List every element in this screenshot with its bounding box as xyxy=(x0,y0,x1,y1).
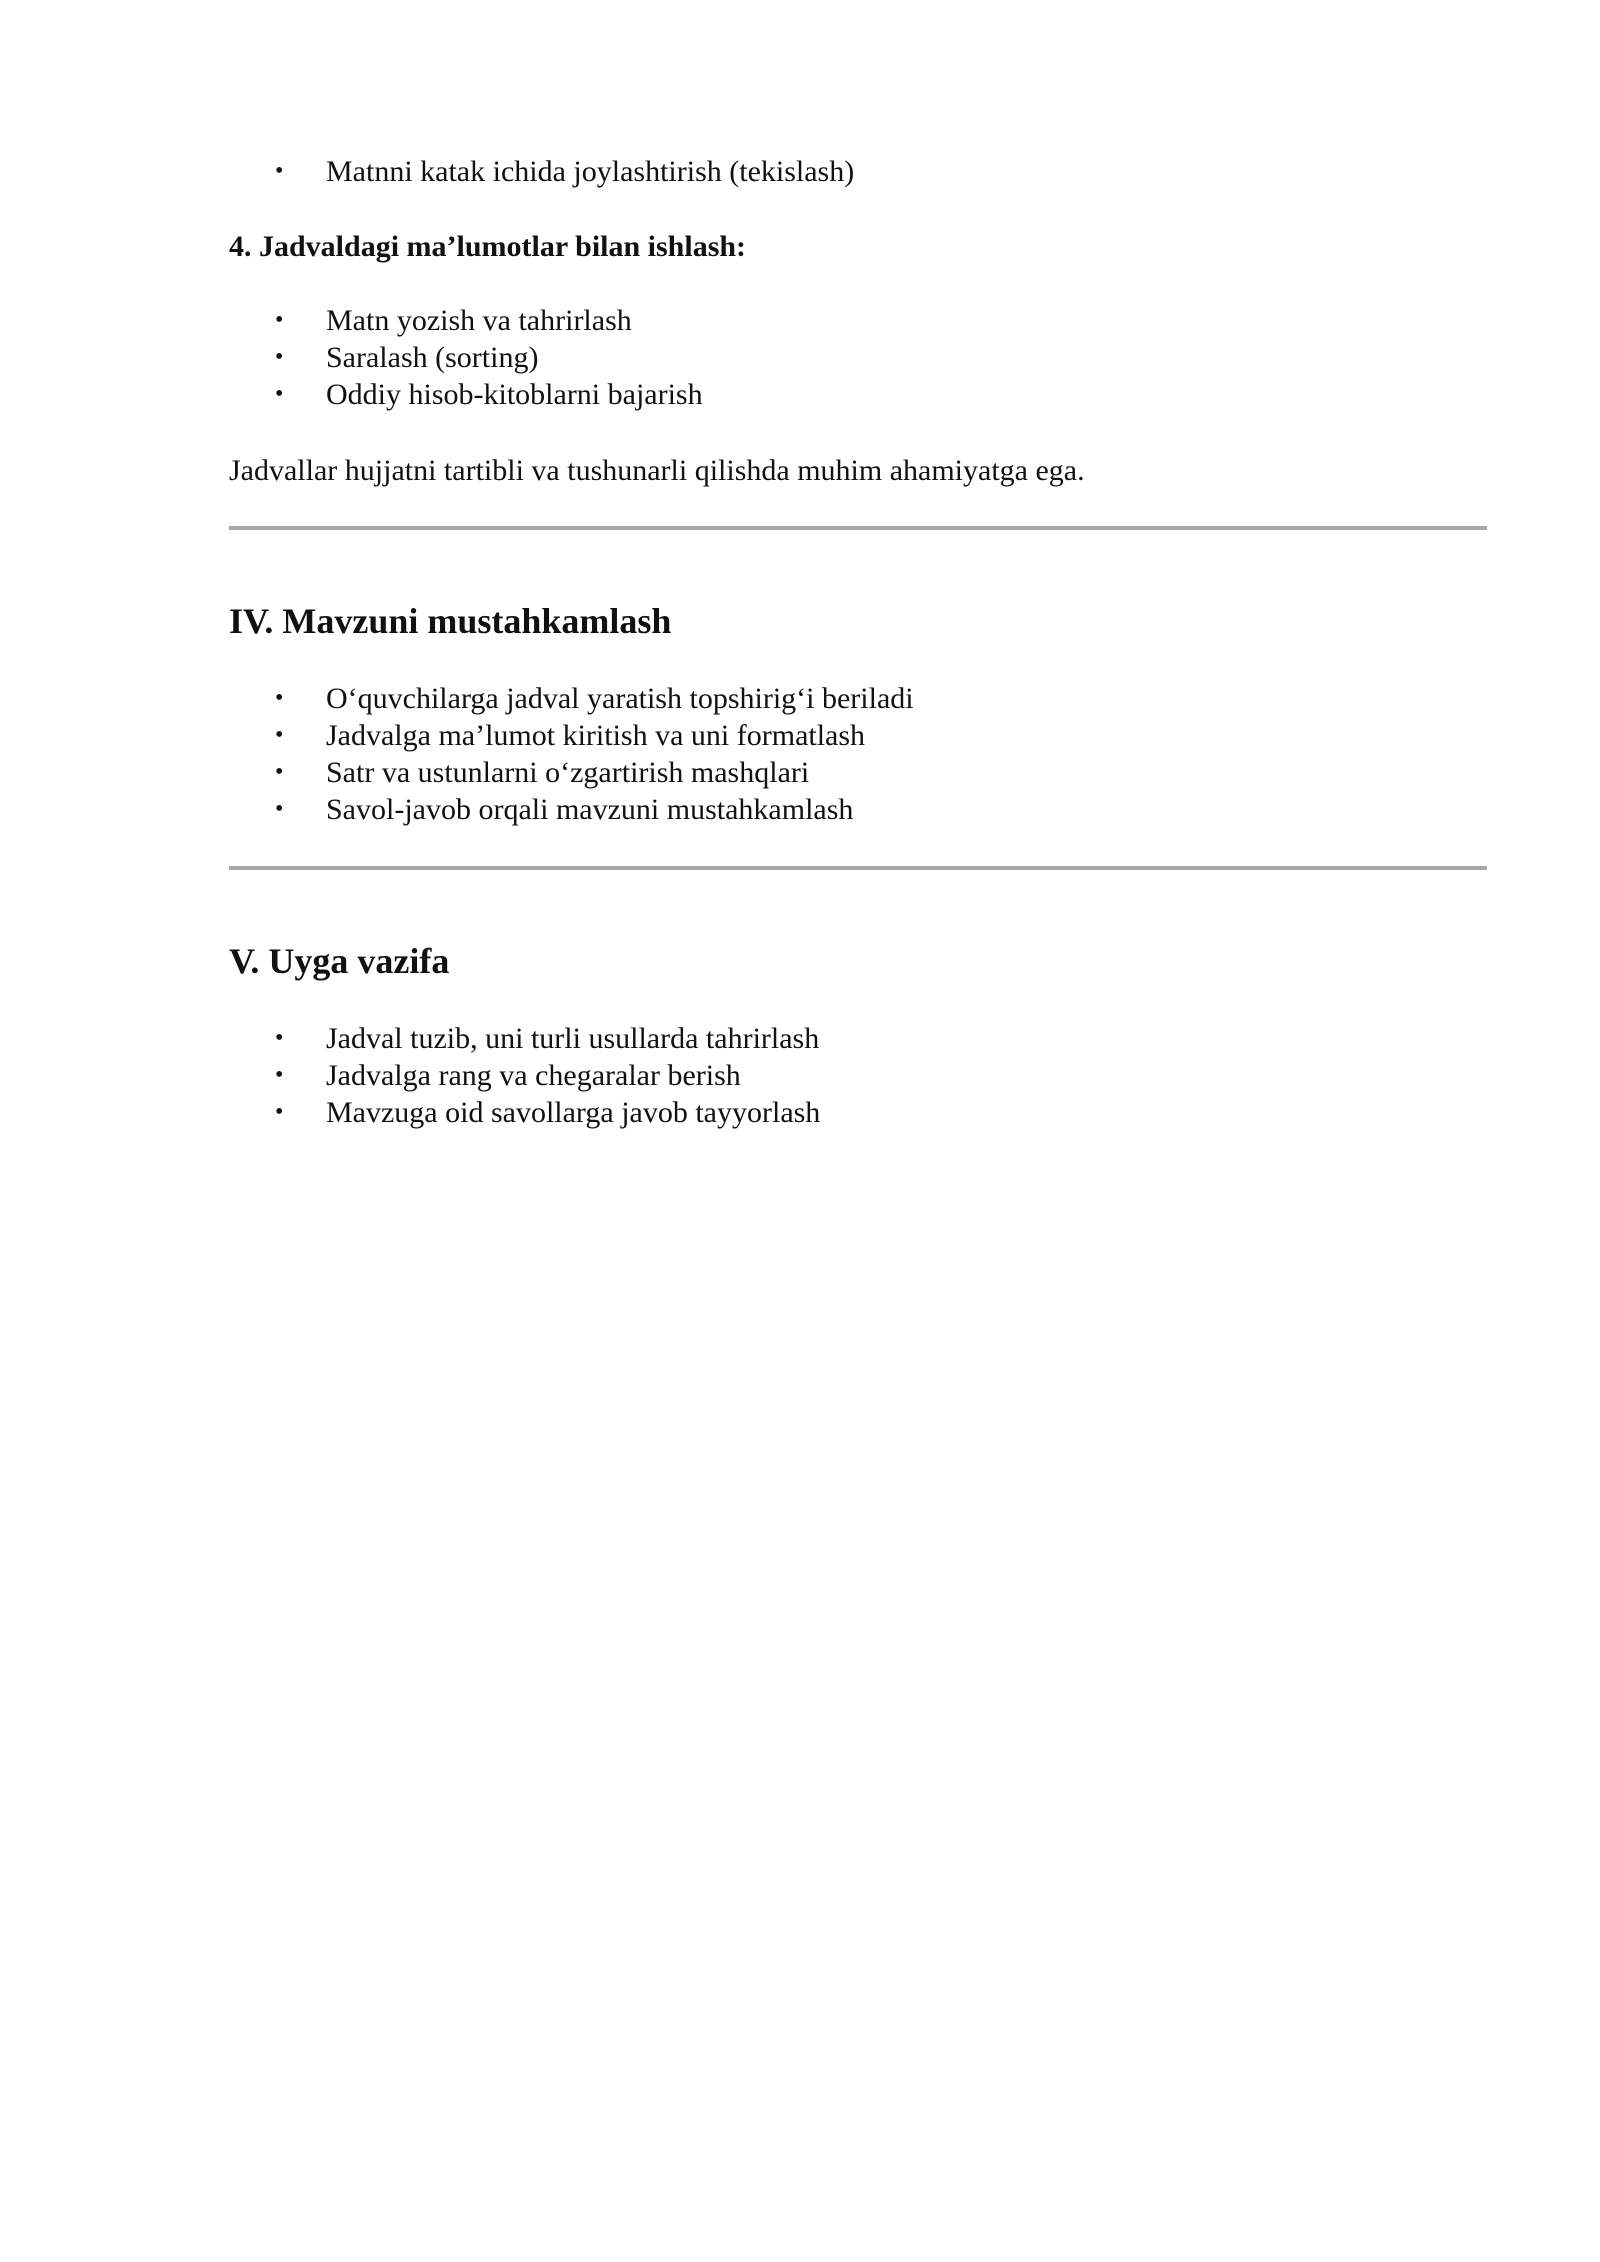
list-item xyxy=(229,1020,820,1057)
list-item-text: Jadvalga ma’lumot kiritish va uni formatlash xyxy=(326,719,866,752)
list-item xyxy=(229,1057,820,1094)
list-item-text: Matn yozish va tahrirlash xyxy=(326,304,632,337)
bullet-icon: • xyxy=(275,1099,284,1125)
list-item-text: Oddiy hisob-kitoblarni bajarish xyxy=(326,378,703,411)
list-item xyxy=(229,302,703,339)
list-item-text: Saralash (sorting) xyxy=(326,341,539,374)
horizontal-divider xyxy=(229,526,1487,530)
bullet-list-homework xyxy=(229,1020,820,1131)
list-item-text: O‘quvchilarga jadval yaratish topshirig‘i beriladi xyxy=(326,682,914,715)
bullet-icon: • xyxy=(275,722,284,748)
list-item-text: Matnni katak ichida joylashtirish (tekislash) xyxy=(326,155,855,188)
subsection-heading: 4. Jadvaldagi ma’lumotlar bilan ishlash: xyxy=(229,230,747,263)
list-item xyxy=(229,717,914,754)
list-item-text: Savol-javob orqali mavzuni mustahkamlash xyxy=(326,793,854,826)
bullet-icon: • xyxy=(275,1025,284,1051)
bullet-list-formatting xyxy=(229,153,854,190)
bullet-icon: • xyxy=(275,759,284,785)
list-item xyxy=(229,153,854,190)
list-item xyxy=(229,339,703,376)
list-item xyxy=(229,680,914,717)
summary-paragraph: Jadvallar hujjatni tartibli va tushunarli qilishda muhim ahamiyatga ega. xyxy=(229,454,1085,487)
bullet-icon: • xyxy=(275,796,284,822)
bullet-icon: • xyxy=(275,344,284,370)
horizontal-divider xyxy=(229,866,1487,870)
list-item-text: Satr va ustunlarni o‘zgartirish mashqlari xyxy=(326,756,810,789)
bullet-icon: • xyxy=(275,158,284,184)
bullet-list-reinforcement xyxy=(229,680,914,828)
bullet-icon: • xyxy=(275,307,284,333)
list-item xyxy=(229,791,914,828)
list-item-text: Jadval tuzib, uni turli usullarda tahrirlash xyxy=(326,1022,820,1055)
list-item xyxy=(229,376,703,413)
list-item xyxy=(229,1094,820,1131)
bullet-icon: • xyxy=(275,685,284,711)
section-heading-iv: IV. Mavzuni mustahkamlash xyxy=(229,601,672,641)
list-item-text: Mavzuga oid savollarga javob tayyorlash xyxy=(326,1096,821,1129)
bullet-list-data-work xyxy=(229,302,703,413)
bullet-icon: • xyxy=(275,1062,284,1088)
list-item-text: Jadvalga rang va chegaralar berish xyxy=(326,1059,741,1092)
bullet-icon: • xyxy=(275,381,284,407)
section-heading-v: V. Uyga vazifa xyxy=(229,941,450,981)
list-item xyxy=(229,754,914,791)
